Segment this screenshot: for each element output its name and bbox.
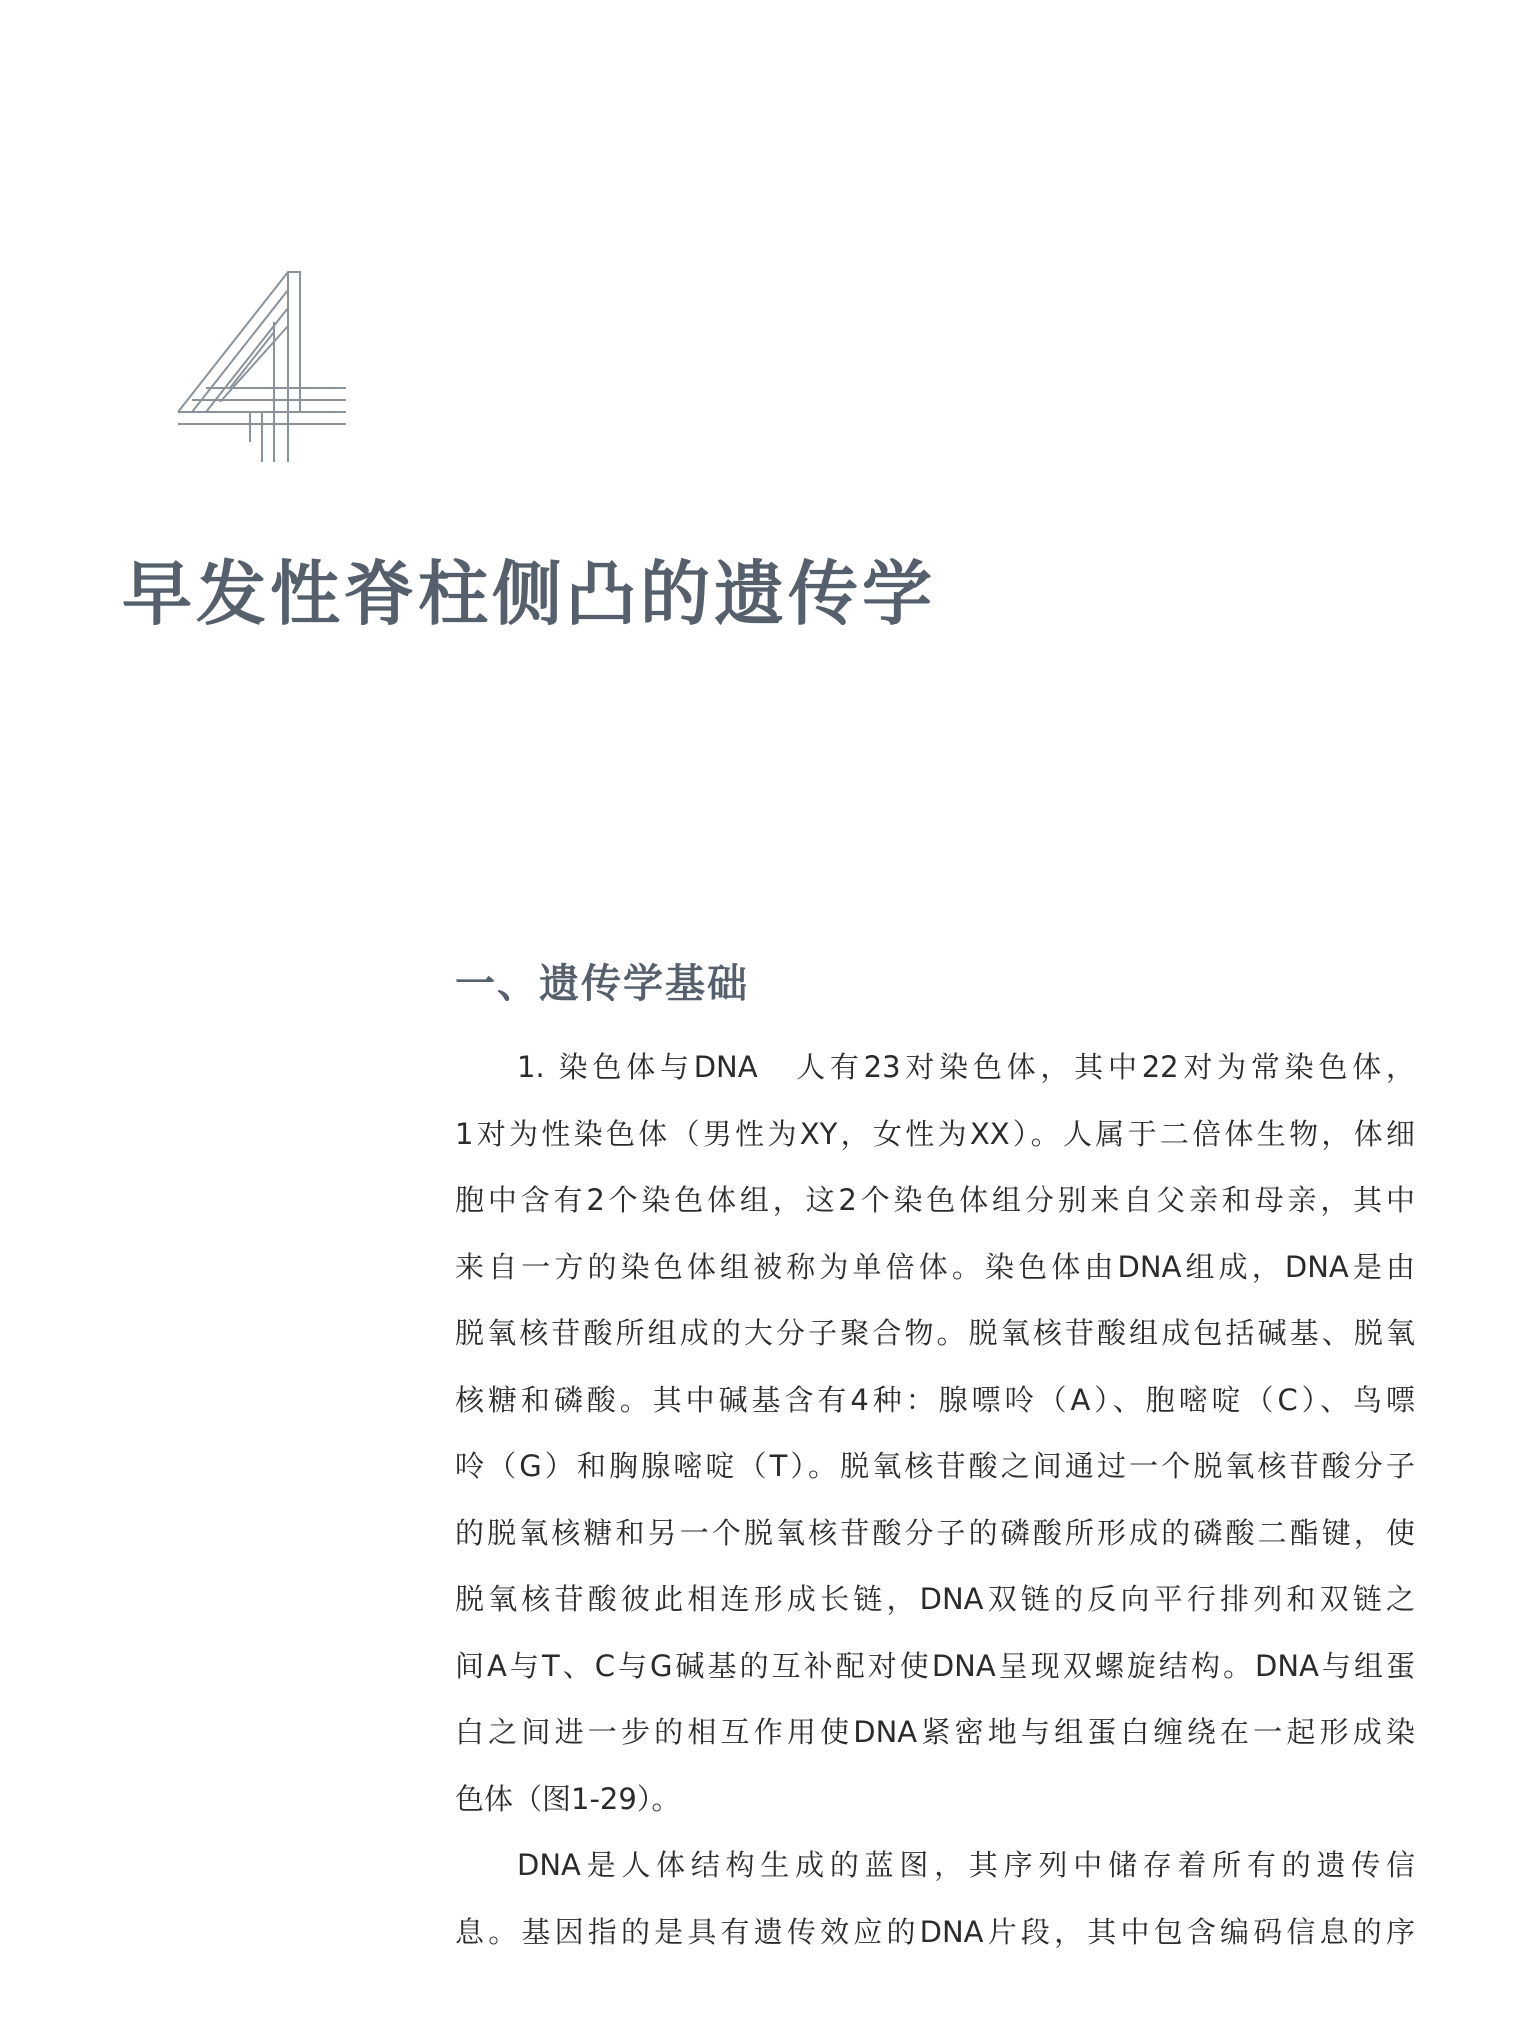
text-line: 白之间进一步的相互作用使DNA紧密地与组蛋白缠绕在一起形成染 (455, 1715, 1415, 1749)
text-line: 呤（G）和胸腺嘧啶（T）。脱氧核苷酸之间通过一个脱氧核苷酸分子 (455, 1449, 1415, 1483)
text-line: 1. 染色体与DNA 人有23对染色体，其中22对为常染色体， (517, 1050, 1415, 1084)
text-line: 1对为性染色体（男性为XY，女性为XX）。人属于二倍体生物，体细 (455, 1116, 1415, 1151)
text-line: 息。基因指的是具有遗传效应的DNA片段，其中包含编码信息的序 (455, 1914, 1415, 1949)
text-line: 间A与T、C与G碱基的互补配对使DNA呈现双螺旋结构。DNA与组蛋 (455, 1648, 1415, 1683)
section-heading: 一、遗传学基础 (455, 960, 749, 1007)
chapter-title: 早发性脊柱侧凸的遗传学 (122, 552, 936, 635)
paragraph-1 (455, 1034, 1415, 1832)
text-line: 脱氧核苷酸所组成的大分子聚合物。脱氧核苷酸组成包括碱基、脱氧 (455, 1316, 1415, 1350)
paragraph-2 (455, 1832, 1415, 1965)
text-line: 脱氧核苷酸彼此相连形成长链，DNA双链的反向平行排列和双链之 (455, 1582, 1415, 1616)
text-line: 核糖和磷酸。其中碱基含有4种：腺嘌呤（A）、胞嘧啶（C）、鸟嘌 (455, 1382, 1415, 1417)
text-line: 胞中含有2个染色体组，这2个染色体组分别来自父亲和母亲，其中 (455, 1183, 1415, 1217)
text-line: 来自一方的染色体组被称为单倍体。染色体由DNA组成，DNA是由 (455, 1249, 1415, 1284)
chapter-number-4-icon (170, 262, 370, 462)
text-line: 的脱氧核糖和另一个脱氧核苷酸分子的磷酸所形成的磷酸二酯键，使 (455, 1515, 1415, 1550)
body-text (455, 1034, 1415, 1965)
chapter-number-ornament (170, 262, 370, 462)
text-line: 色体（图1-29）。 (455, 1781, 681, 1816)
text-line: DNA是人体结构生成的蓝图，其序列中储存着所有的遗传信 (517, 1848, 1415, 1882)
